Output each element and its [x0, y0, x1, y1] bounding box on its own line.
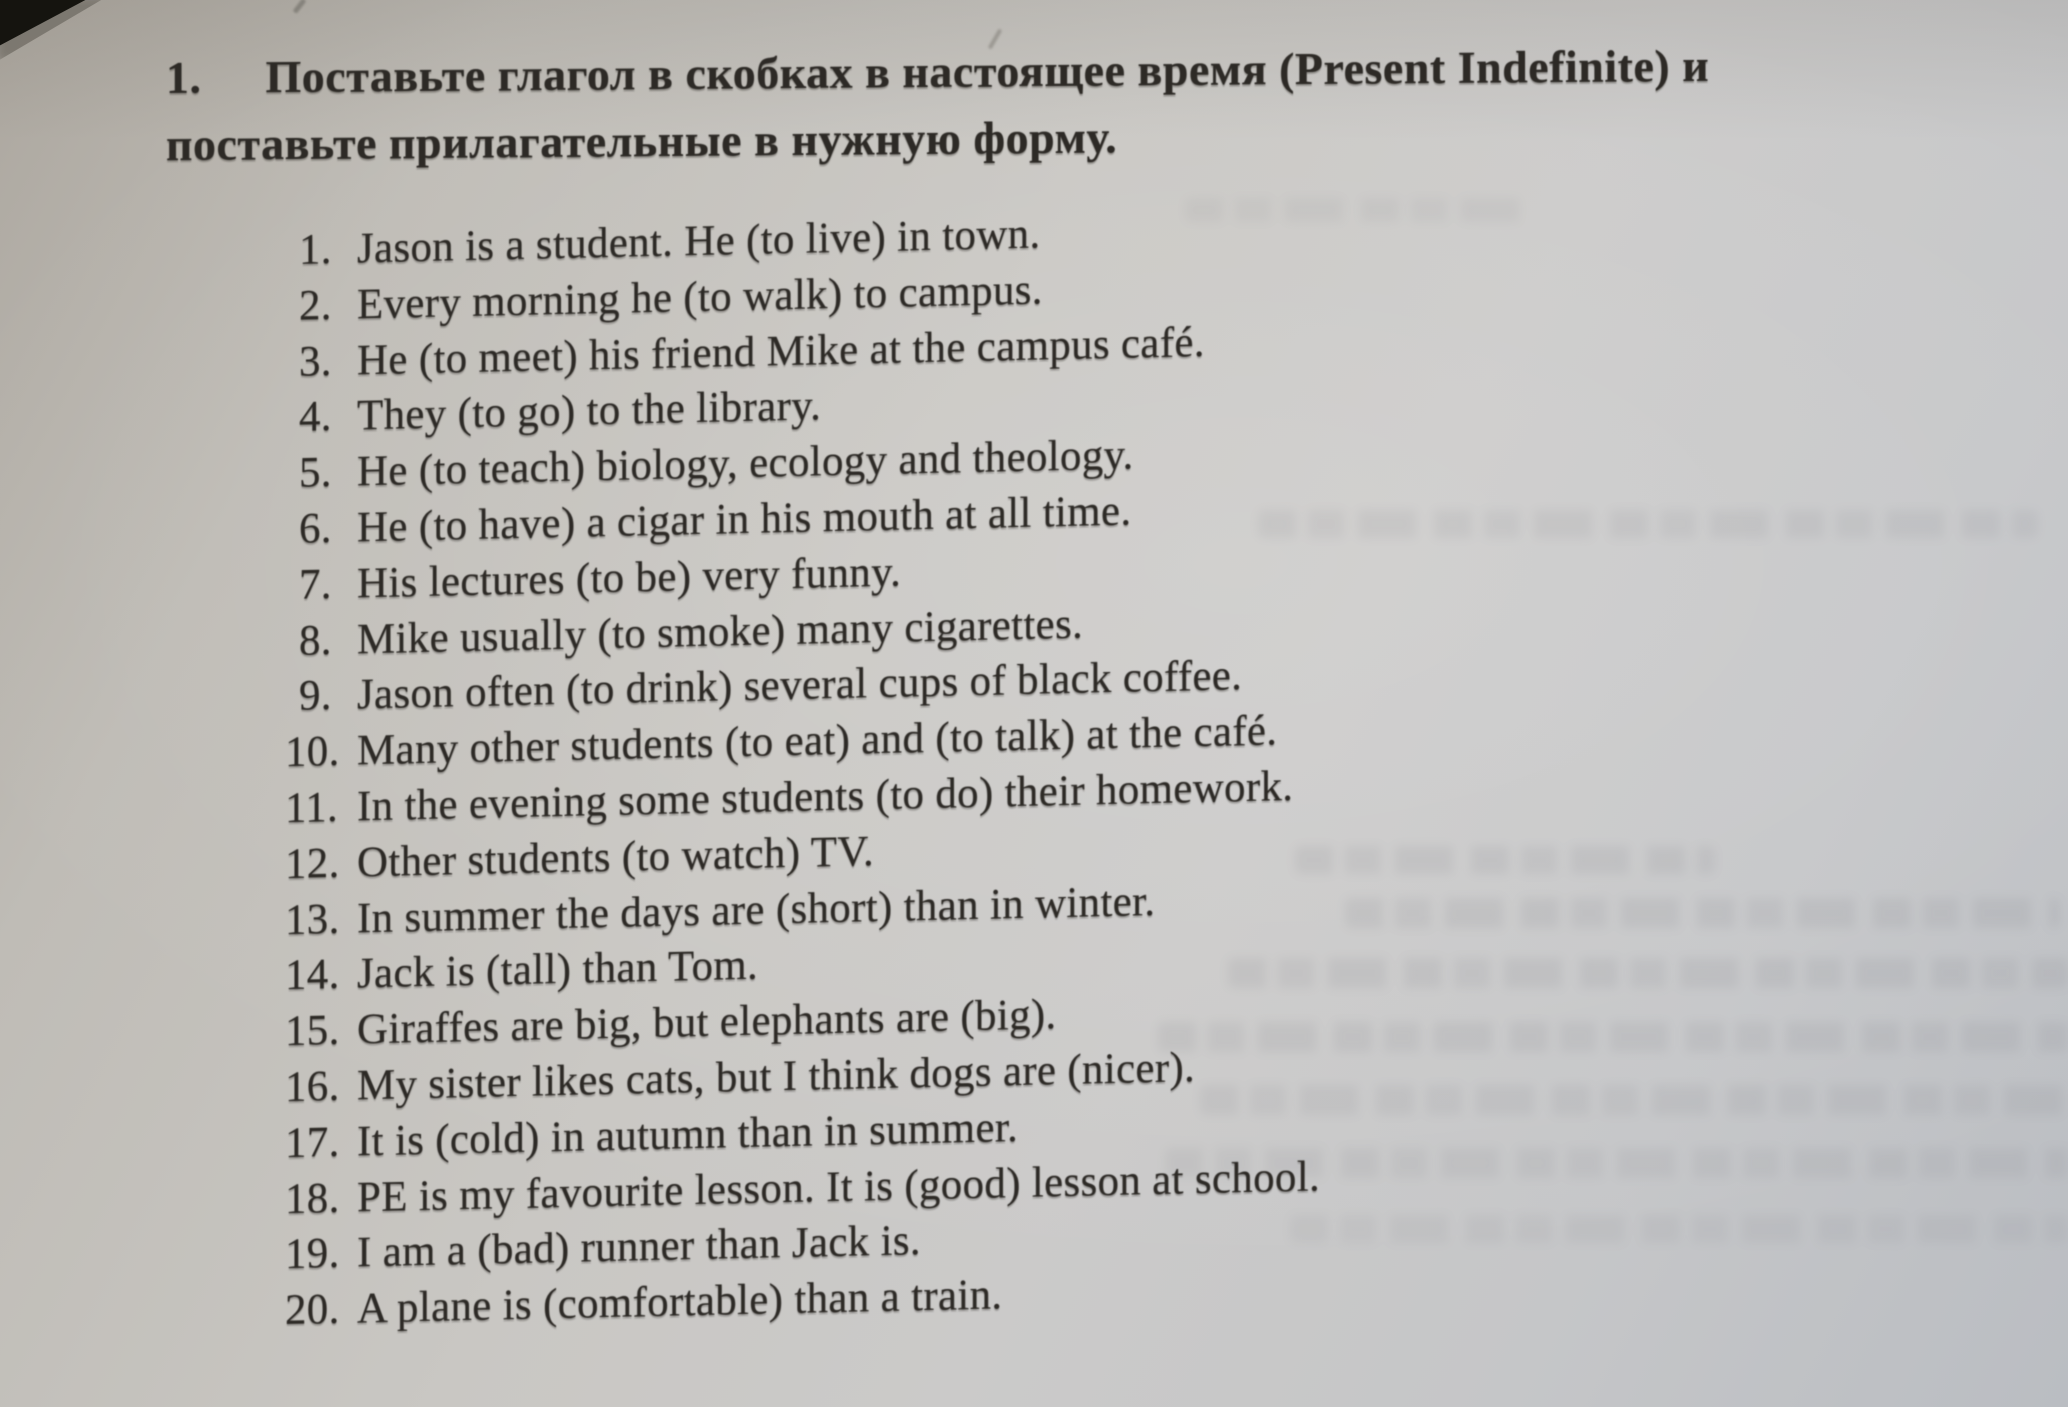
item-number: 2.	[299, 281, 332, 330]
exercise-number: 1.	[166, 51, 202, 103]
item-text: Jack is (tall) than Tom.	[357, 942, 759, 998]
item-number: 9.	[299, 672, 332, 721]
item-number: 13.	[285, 895, 340, 944]
heading-line-2	[166, 96, 2036, 178]
item-number: 12.	[285, 839, 340, 888]
item-number: 19.	[285, 1230, 340, 1279]
item-number: 16.	[285, 1062, 340, 1111]
item-text: Giraffes are big, but elephants are (big).	[357, 991, 1057, 1054]
item-text: He (to teach) biology, ecology and theology.	[357, 431, 1134, 496]
heading-text-line-2: поставьте прилагательные в нужную форму.	[166, 111, 1118, 170]
item-number: 14.	[285, 951, 340, 1000]
item-number: 4.	[299, 393, 332, 442]
heading-tab-space	[202, 92, 266, 93]
item-text: Jason is a student. He (to live) in town.	[357, 210, 1041, 273]
item-number: 7.	[299, 560, 332, 609]
item-text: I am a (bad) runner than Jack is.	[357, 1217, 921, 1277]
item-text: His lectures (to be) very funny.	[357, 548, 902, 608]
item-text: Many other students (to eat) and (to talk) at the café.	[357, 707, 1278, 775]
item-text: In summer the days are (short) than in winter.	[357, 877, 1156, 942]
exercise-heading	[166, 29, 2036, 178]
sentence-list	[285, 200, 1320, 1339]
item-text: He (to meet) his friend Mike at the campus café.	[357, 318, 1205, 385]
item-number: 17.	[285, 1118, 340, 1167]
bleedthrough-text-line	[1295, 846, 1715, 874]
paper-scratch-mark	[293, 0, 307, 14]
item-text: Mike usually (to smoke) many cigarettes.	[357, 600, 1084, 664]
heading-text-line-1: Поставьте глагол в скобках в настоящее время (Present Indefinite) и	[265, 39, 1710, 103]
item-text: PE is my favourite lesson. It is (good) lesson at school.	[357, 1152, 1320, 1221]
item-text: Other students (to watch) TV.	[357, 827, 875, 887]
bleedthrough-text-line	[1228, 958, 2068, 988]
item-number: 6.	[299, 504, 332, 553]
item-number: 11.	[285, 783, 339, 832]
bleedthrough-text-line	[1200, 1085, 2068, 1115]
item-text: It is (cold) in autumn than in summer.	[357, 1103, 1019, 1166]
item-number: 8.	[299, 616, 332, 665]
bleedthrough-text-line	[1345, 898, 2060, 928]
item-text: My sister likes cats, but I think dogs are (nicer).	[357, 1044, 1196, 1110]
item-number: 10.	[285, 727, 340, 777]
item-number: 18.	[285, 1174, 340, 1223]
item-number: 1.	[299, 225, 332, 274]
item-number: 20.	[285, 1285, 340, 1335]
item-number: 5.	[299, 449, 332, 497]
item-text: They (to go) to the library.	[357, 382, 822, 440]
item-number: 3.	[299, 337, 332, 386]
item-text: A plane is (comfortable) than a train.	[357, 1271, 1003, 1333]
item-text: Every morning he (to walk) to campus.	[357, 266, 1043, 329]
item-number: 15.	[285, 1006, 340, 1056]
item-text: In the evening some students (to do) their homework.	[357, 762, 1294, 831]
item-text: Jason often (to drink) several cups of black coffee.	[357, 652, 1243, 719]
item-text: He (to have) a cigar in his mouth at all time.	[357, 487, 1132, 552]
bleedthrough-text-line	[1258, 510, 2038, 538]
bleedthrough-text-line	[1290, 1215, 2068, 1243]
